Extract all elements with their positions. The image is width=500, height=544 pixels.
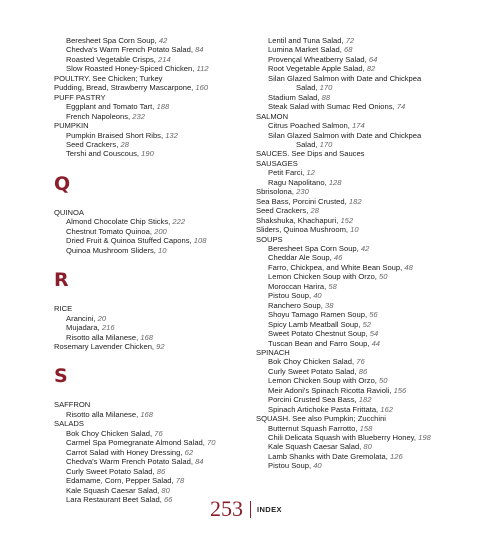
entry-text: Chestnut Tomato Quinoa, <box>66 226 152 236</box>
page-reference[interactable]: 86 <box>156 466 166 476</box>
entry-text: Shoyu Tamago Ramen Soup, <box>268 310 368 320</box>
page-reference[interactable]: 158 <box>359 423 373 433</box>
page-reference[interactable]: 78 <box>175 476 185 486</box>
page-reference[interactable]: 42 <box>158 36 168 45</box>
page-reference[interactable]: 44 <box>371 338 381 348</box>
entry-text: Seed Crackers, <box>256 206 309 216</box>
page-reference[interactable]: 74 <box>396 102 406 112</box>
page-reference[interactable]: 190 <box>141 149 154 159</box>
index-subentry <box>256 452 456 461</box>
page-reference[interactable]: 70 <box>207 438 216 448</box>
index-subentry <box>256 83 456 92</box>
index-entry <box>54 208 244 217</box>
entry-text: SALADS <box>54 419 84 429</box>
index-subentry <box>256 367 456 376</box>
entry-text: Moroccan Harira, <box>268 281 327 291</box>
entry-text: Lamb Shanks with Date Gremolata, <box>268 451 388 461</box>
index-subentry <box>256 282 456 291</box>
index-subentry <box>256 405 456 414</box>
index-subentry <box>256 329 456 338</box>
page-reference[interactable]: 76 <box>154 428 163 438</box>
index-entry <box>256 348 456 357</box>
entry-text: Eggplant and Tomato Tart, <box>66 102 155 112</box>
entry-text: Cheddar Ale Soup, <box>268 253 332 263</box>
index-subentry <box>54 486 244 495</box>
page-reference[interactable]: 42 <box>360 243 370 253</box>
index-subentry <box>256 36 456 45</box>
page-reference[interactable]: 66 <box>163 494 173 504</box>
entry-text: Tuscan Bean and Farro Soup, <box>268 338 370 348</box>
index-subentry <box>256 433 456 442</box>
entry-text: Bok Choy Chicken Salad, <box>268 357 355 367</box>
page-reference[interactable]: 222 <box>172 217 186 227</box>
entry-text: SALMON <box>256 111 289 121</box>
page-reference[interactable]: 52 <box>362 319 372 329</box>
entry-text: Kale Squash Caesar Salad, <box>268 442 362 452</box>
entry-text: Root Vegetable Apple Salad, <box>268 64 365 74</box>
entry-text: Lemon Chicken Soup with Orzo, <box>268 272 377 282</box>
index-subentry <box>256 168 456 177</box>
page-reference[interactable]: 174 <box>352 121 365 131</box>
entry-text: Ranchero Soup, <box>268 300 323 310</box>
page-reference[interactable]: 38 <box>325 300 334 310</box>
index-subentry <box>54 476 244 485</box>
index-subentry <box>256 272 456 281</box>
index-subentry <box>54 149 244 158</box>
index-entry <box>256 216 456 225</box>
page-reference[interactable]: 54 <box>369 329 379 339</box>
index-subentry <box>256 339 456 348</box>
page-reference[interactable]: 86 <box>358 366 368 376</box>
page-reference[interactable]: 92 <box>156 341 165 351</box>
index-subentry <box>54 467 244 476</box>
index-letter-heading: R <box>54 269 69 292</box>
index-subentry <box>256 131 456 140</box>
entry-text: SQUASH. See also Pumpkin; Zucchini <box>256 414 386 424</box>
index-column-left <box>54 36 244 504</box>
index-subentry <box>256 291 456 300</box>
entry-text: RICE <box>54 304 73 314</box>
page-reference[interactable]: 10 <box>158 245 167 255</box>
index-subentry <box>54 429 244 438</box>
entry-text: Pudding, Bread, Strawberry Mascarpone, <box>54 83 194 93</box>
page-reference[interactable]: 182 <box>348 196 362 206</box>
entry-text: Farro, Chickpea, and White Bean Soup, <box>268 262 403 272</box>
entry-text: Roasted Vegetable Crisps, <box>66 54 156 64</box>
page-reference[interactable]: 88 <box>321 92 331 102</box>
page-reference[interactable]: 50 <box>379 376 388 386</box>
index-entry <box>256 159 456 168</box>
index-subentry <box>256 64 456 73</box>
entry-text: Curly Sweet Potato Salad, <box>268 366 357 376</box>
page-reference[interactable]: 80 <box>363 442 372 452</box>
page-reference[interactable]: 84 <box>195 457 204 467</box>
page-reference[interactable]: 58 <box>328 281 337 291</box>
page-reference[interactable]: 28 <box>310 206 319 216</box>
index-entry <box>256 197 456 206</box>
page-reference[interactable]: 12 <box>306 168 315 178</box>
page-reference[interactable]: 82 <box>366 64 376 74</box>
page-reference[interactable]: 20 <box>97 313 107 323</box>
entry-text: SAUCES. See Dips and Sauces <box>256 149 365 159</box>
index-subentry <box>256 357 456 366</box>
index-letter-heading: S <box>54 365 68 388</box>
entry-text: Slow Roasted Honey-Spiced Chicken, <box>66 64 195 74</box>
entry-text: Pistou Soup, <box>268 291 312 301</box>
index-entry <box>256 112 456 121</box>
index-subentry <box>256 102 456 111</box>
index-subentry <box>54 314 244 323</box>
index-subentry <box>256 395 456 404</box>
page-reference[interactable]: 40 <box>313 461 322 471</box>
page-reference[interactable]: 156 <box>393 385 407 395</box>
index-subentry <box>256 376 456 385</box>
page-reference[interactable]: 40 <box>313 291 322 301</box>
entry-text: Salad, <box>296 139 318 149</box>
index-subentry <box>54 102 244 111</box>
index-subentry <box>54 438 244 447</box>
entry-text: French Napoleons, <box>66 111 131 121</box>
index-entry <box>54 121 244 130</box>
index-subentry <box>256 301 456 310</box>
page-reference[interactable]: 68 <box>344 45 353 55</box>
index-subentry <box>54 410 244 419</box>
index-entry <box>54 400 244 409</box>
index-subentry <box>54 112 244 121</box>
index-entry <box>256 414 456 423</box>
entry-text: Sea Bass, Porcini Crusted, <box>256 196 347 206</box>
entry-text: Ragu Napolitano, <box>268 177 327 187</box>
index-subentry <box>256 424 456 433</box>
entry-text: Meir Adoni's Spinach Ricotta Ravioli, <box>268 385 392 395</box>
entry-text: Citrus Poached Salmon, <box>268 121 350 131</box>
index-subentry <box>54 323 244 332</box>
entry-text: SOUPS <box>256 234 283 244</box>
page-number: 253 <box>210 496 243 521</box>
entry-text: Risotto alla Milanese, <box>66 332 139 342</box>
entry-text: Chedva's Warm French Potato Salad, <box>66 457 193 467</box>
index-subentry <box>54 236 244 245</box>
index-entry <box>54 304 244 313</box>
entry-text: Carmel Spa Pomegranate Almond Salad, <box>66 438 205 448</box>
footer-divider <box>250 501 251 518</box>
entry-text: PUFF PASTRY <box>54 92 106 102</box>
entry-text: PUMPKIN <box>54 121 89 131</box>
index-entry <box>54 342 244 351</box>
index-entry <box>256 206 456 215</box>
index-entry <box>54 83 244 92</box>
index-entry <box>256 187 456 196</box>
entry-text: Arancini, <box>66 313 96 323</box>
index-subentry <box>256 244 456 253</box>
index-subentry <box>54 457 244 466</box>
index-entry <box>256 149 456 158</box>
entry-text: Stadium Salad, <box>268 92 320 102</box>
index-subentry <box>256 140 456 149</box>
page-reference[interactable]: 10 <box>350 225 359 235</box>
page-reference[interactable]: 168 <box>140 409 153 419</box>
entry-text: Dried Fruit & Quinoa Stuffed Capons, <box>66 236 192 246</box>
index-subentry <box>54 140 244 149</box>
entry-text: QUINOA <box>54 207 84 217</box>
index-subentry <box>54 333 244 342</box>
index-subentry <box>256 121 456 130</box>
index-entry <box>256 235 456 244</box>
entry-text: Chedva's Warm French Potato Salad, <box>66 45 193 55</box>
page-reference[interactable]: 232 <box>132 111 145 121</box>
page-reference[interactable]: 80 <box>161 485 170 495</box>
entry-text: Lumina Market Salad, <box>268 45 342 55</box>
entry-text: Steak Salad with Sumac Red Onions, <box>268 102 395 112</box>
index-subentry <box>256 442 456 451</box>
entry-text: SPINACH <box>256 347 290 357</box>
entry-text: Beresheet Spa Corn Soup, <box>268 243 359 253</box>
index-subentry <box>54 246 244 255</box>
entry-text: POULTRY. See Chicken; Turkey <box>54 73 163 83</box>
entry-text: Tershi and Couscous, <box>66 149 140 159</box>
page-reference[interactable]: 112 <box>196 64 209 74</box>
entry-text: Quinoa Mushroom Sliders, <box>66 245 156 255</box>
entry-text: Lara Restaurant Beet Salad, <box>66 494 162 504</box>
index-subentry <box>54 227 244 236</box>
page-reference[interactable]: 170 <box>319 83 333 93</box>
page-reference[interactable]: 198 <box>418 433 431 443</box>
index-subentry <box>256 386 456 395</box>
index-subentry <box>54 55 244 64</box>
entry-text: Kale Squash Caesar Salad, <box>66 485 160 495</box>
page-reference[interactable]: 62 <box>184 447 194 457</box>
index-subentry <box>256 55 456 64</box>
entry-text: Silan Glazed Salmon with Date and Chickpea <box>268 130 422 140</box>
entry-text: Bok Choy Chicken Salad, <box>66 428 153 438</box>
page-reference[interactable]: 216 <box>101 323 115 333</box>
entry-text: Chili Delicata Squash with Blueberry Honey, <box>268 433 417 443</box>
page-reference[interactable]: 152 <box>340 215 354 225</box>
page-reference[interactable]: 128 <box>328 177 342 187</box>
index-subentry <box>54 131 244 140</box>
entry-text: Provençal Wheatberry Salad, <box>268 54 367 64</box>
page-reference[interactable]: 188 <box>156 102 170 112</box>
page-reference[interactable]: 48 <box>404 262 413 272</box>
page-reference[interactable]: 50 <box>379 272 388 282</box>
page-reference[interactable]: 108 <box>193 236 207 246</box>
page-reference[interactable]: 72 <box>345 36 355 45</box>
entry-text: Sweet Potato Chestnut Soup, <box>268 329 368 339</box>
entry-text: Carrot Salad with Honey Dressing, <box>66 447 183 457</box>
index-entry <box>54 93 244 102</box>
page-reference[interactable]: 126 <box>390 451 403 461</box>
index-subentry <box>54 45 244 54</box>
entry-text: SAUSAGES <box>256 158 298 168</box>
entry-text: Seed Crackers, <box>66 139 119 149</box>
index-subentry <box>256 310 456 319</box>
entry-text: Salad, <box>296 83 318 93</box>
index-subentry <box>54 36 244 45</box>
page-reference[interactable]: 214 <box>158 54 171 64</box>
entry-text: Almond Chocolate Chip Sticks, <box>66 217 171 227</box>
entry-text: Edamame, Corn, Pepper Salad, <box>66 476 174 486</box>
page-reference[interactable]: 182 <box>358 395 372 405</box>
index-subentry <box>256 263 456 272</box>
page-reference[interactable]: 56 <box>369 310 378 320</box>
entry-text: Curly Sweet Potato Salad, <box>66 466 155 476</box>
page-reference[interactable]: 28 <box>120 139 129 149</box>
page-reference[interactable]: 170 <box>319 139 333 149</box>
entry-text: Butternut Squash Farrotto, <box>268 423 358 433</box>
page-reference[interactable]: 76 <box>356 357 365 367</box>
index-subentry <box>256 93 456 102</box>
index-subentry <box>256 253 456 262</box>
entry-text: Risotto alla Milanese, <box>66 409 139 419</box>
index-subentry <box>256 45 456 54</box>
index-subentry <box>54 64 244 73</box>
entry-text: SAFFRON <box>54 400 91 410</box>
index-subentry <box>256 320 456 329</box>
page-reference[interactable]: 46 <box>333 253 343 263</box>
entry-text: Sliders, Quinoa Mushroom, <box>256 225 349 235</box>
page-reference[interactable]: 160 <box>195 83 209 93</box>
entry-text: Sbrisolona, <box>256 187 294 197</box>
entry-text: Shakshuka, Khachapuri, <box>256 215 339 225</box>
page-reference[interactable]: 64 <box>368 54 378 64</box>
index-subentry <box>256 74 456 83</box>
page-reference[interactable]: 168 <box>140 332 153 342</box>
index-subentry <box>54 217 244 226</box>
entry-text: Pumpkin Braised Short Ribs, <box>66 130 164 140</box>
entry-text: Porcini Crusted Sea Bass, <box>268 395 357 405</box>
entry-text: Spinach Artichoke Pasta Frittata, <box>268 404 379 414</box>
entry-text: Silan Glazed Salmon with Date and Chickpea <box>268 73 422 83</box>
entry-text: Lentil and Tuna Salad, <box>268 36 344 45</box>
page-reference[interactable]: 162 <box>380 404 393 414</box>
entry-text: Beresheet Spa Corn Soup, <box>66 36 157 45</box>
index-column-right <box>256 36 456 471</box>
entry-text: Pistou Soup, <box>268 461 312 471</box>
index-subentry <box>256 178 456 187</box>
page-reference[interactable]: 200 <box>154 226 167 236</box>
entry-text: Lemon Chicken Soup with Orzo, <box>268 376 377 386</box>
entry-text: Spicy Lamb Meatball Soup, <box>268 319 361 329</box>
index-entry <box>256 225 456 234</box>
index-letter-heading: Q <box>54 172 71 195</box>
entry-text: Petit Farci, <box>268 168 305 178</box>
page-reference[interactable]: 132 <box>165 130 178 140</box>
index-entry <box>54 419 244 428</box>
entry-text: Mujadara, <box>66 323 100 333</box>
index-subentry <box>256 461 456 470</box>
index-entry <box>54 74 244 83</box>
page-reference[interactable]: 230 <box>296 187 309 197</box>
index-subentry <box>54 448 244 457</box>
entry-text: Rosemary Lavender Chicken, <box>54 341 155 351</box>
section-label: INDEX <box>257 505 282 514</box>
page-reference[interactable]: 84 <box>195 45 204 55</box>
